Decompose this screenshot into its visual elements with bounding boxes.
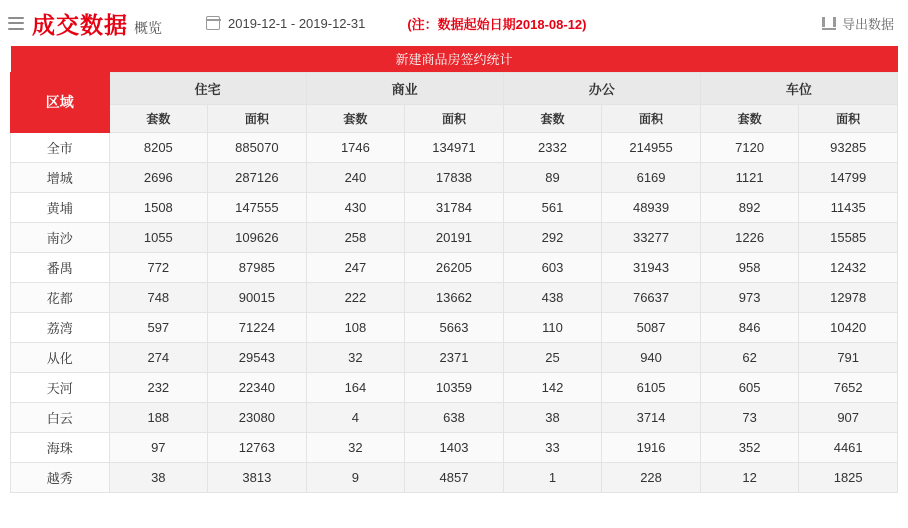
table-row xyxy=(11,432,898,462)
table-cell-value: 214955 xyxy=(602,132,701,162)
table-cell-value: 38 xyxy=(503,402,602,432)
table-cell-value: 38 xyxy=(109,462,208,492)
table-cell-region: 从化 xyxy=(11,342,110,372)
header-sub-units-residential: 套数 xyxy=(109,104,208,132)
header-sub-area-parking: 面积 xyxy=(799,104,898,132)
table-cell-value: 7652 xyxy=(799,372,898,402)
table-body xyxy=(11,132,898,492)
table-cell-value: 31784 xyxy=(405,192,504,222)
table-cell-value: 4857 xyxy=(405,462,504,492)
top-bar xyxy=(0,0,908,46)
table-cell-value: 29543 xyxy=(208,342,307,372)
header-sub-area-residential: 面积 xyxy=(208,104,307,132)
table-head xyxy=(11,46,898,132)
table-cell-value: 597 xyxy=(109,312,208,342)
table-banner: 新建商品房签约统计 xyxy=(11,46,898,72)
table-cell-value: 93285 xyxy=(799,132,898,162)
table-cell-value: 2371 xyxy=(405,342,504,372)
table-cell-value: 188 xyxy=(109,402,208,432)
table-cell-value: 4 xyxy=(306,402,405,432)
table-cell-value: 23080 xyxy=(208,402,307,432)
table-cell-value: 1055 xyxy=(109,222,208,252)
table-cell-value: 142 xyxy=(503,372,602,402)
header-category-commercial: 商业 xyxy=(306,72,503,104)
table-cell-value: 10359 xyxy=(405,372,504,402)
table-cell-value: 940 xyxy=(602,342,701,372)
table-cell-value: 11435 xyxy=(799,192,898,222)
table-cell-value: 352 xyxy=(700,432,799,462)
table-cell-value: 20191 xyxy=(405,222,504,252)
table-cell-value: 1508 xyxy=(109,192,208,222)
table-cell-value: 8205 xyxy=(109,132,208,162)
table-cell-value: 87985 xyxy=(208,252,307,282)
table-cell-region: 海珠 xyxy=(11,432,110,462)
table-cell-value: 2332 xyxy=(503,132,602,162)
table-cell-region: 南沙 xyxy=(11,222,110,252)
table-cell-region: 天河 xyxy=(11,372,110,402)
header-region: 区域 xyxy=(11,72,110,132)
table-cell-value: 89 xyxy=(503,162,602,192)
table-cell-value: 26205 xyxy=(405,252,504,282)
table-cell-value: 90015 xyxy=(208,282,307,312)
table-cell-value: 973 xyxy=(700,282,799,312)
table-cell-value: 958 xyxy=(700,252,799,282)
table-cell-value: 247 xyxy=(306,252,405,282)
table-cell-value: 292 xyxy=(503,222,602,252)
table-cell-value: 15585 xyxy=(799,222,898,252)
table-cell-value: 33 xyxy=(503,432,602,462)
table-cell-region: 白云 xyxy=(11,402,110,432)
table-cell-region: 荔湾 xyxy=(11,312,110,342)
table-cell-value: 62 xyxy=(700,342,799,372)
table-cell-value: 12432 xyxy=(799,252,898,282)
table-cell-value: 258 xyxy=(306,222,405,252)
table-cell-value: 73 xyxy=(700,402,799,432)
table-cell-value: 232 xyxy=(109,372,208,402)
table-row xyxy=(11,372,898,402)
table-row xyxy=(11,312,898,342)
table-cell-region: 增城 xyxy=(11,162,110,192)
table-cell-value: 772 xyxy=(109,252,208,282)
table-cell-value: 109626 xyxy=(208,222,307,252)
header-sub-units-parking: 套数 xyxy=(700,104,799,132)
table-cell-value: 97 xyxy=(109,432,208,462)
table-cell-region: 花都 xyxy=(11,282,110,312)
table-cell-value: 1121 xyxy=(700,162,799,192)
table-cell-value: 885070 xyxy=(208,132,307,162)
date-range-label: 2019-12-1 - 2019-12-31 xyxy=(228,15,366,31)
table-cell-value: 791 xyxy=(799,342,898,372)
header-sub-units-office: 套数 xyxy=(503,104,602,132)
table-cell-value: 110 xyxy=(503,312,602,342)
header-category-office: 办公 xyxy=(503,72,700,104)
table-row xyxy=(11,282,898,312)
page-title-main: 成交数据 xyxy=(32,11,128,38)
table-cell-region: 番禺 xyxy=(11,252,110,282)
table-row xyxy=(11,222,898,252)
table-cell-value: 1916 xyxy=(602,432,701,462)
table-container xyxy=(0,46,908,493)
table-row xyxy=(11,342,898,372)
table-cell-value: 2696 xyxy=(109,162,208,192)
table-cell-value: 222 xyxy=(306,282,405,312)
table-cell-value: 1403 xyxy=(405,432,504,462)
table-cell-value: 846 xyxy=(700,312,799,342)
calendar-icon xyxy=(206,16,220,30)
table-cell-value: 14799 xyxy=(799,162,898,192)
table-cell-value: 7120 xyxy=(700,132,799,162)
table-cell-value: 12 xyxy=(700,462,799,492)
date-range-picker[interactable] xyxy=(206,16,365,31)
table-row xyxy=(11,252,898,282)
table-cell-value: 638 xyxy=(405,402,504,432)
table-cell-region: 越秀 xyxy=(11,462,110,492)
table-cell-value: 605 xyxy=(700,372,799,402)
table-cell-value: 603 xyxy=(503,252,602,282)
table-cell-value: 748 xyxy=(109,282,208,312)
table-cell-value: 1746 xyxy=(306,132,405,162)
hamburger-icon[interactable] xyxy=(8,17,24,30)
table-cell-value: 1825 xyxy=(799,462,898,492)
table-cell-value: 5663 xyxy=(405,312,504,342)
header-category-parking: 车位 xyxy=(700,72,897,104)
export-icon xyxy=(822,17,836,30)
table-cell-value: 17838 xyxy=(405,162,504,192)
page-title xyxy=(32,7,162,40)
table-cell-value: 147555 xyxy=(208,192,307,222)
table-cell-value: 430 xyxy=(306,192,405,222)
table-cell-value: 10420 xyxy=(799,312,898,342)
table-cell-value: 438 xyxy=(503,282,602,312)
table-cell-value: 1226 xyxy=(700,222,799,252)
header-sub-units-commercial: 套数 xyxy=(306,104,405,132)
sales-data-table xyxy=(10,46,898,493)
table-cell-value: 22340 xyxy=(208,372,307,402)
table-cell-value: 6169 xyxy=(602,162,701,192)
table-cell-value: 108 xyxy=(306,312,405,342)
table-cell-value: 274 xyxy=(109,342,208,372)
table-banner-row xyxy=(11,46,898,72)
header-category-residential: 住宅 xyxy=(109,72,306,104)
data-start-note: (注：数据起始日期2018-08-12) xyxy=(407,16,587,32)
table-cell-value: 33277 xyxy=(602,222,701,252)
table-row xyxy=(11,462,898,492)
table-cell-value: 240 xyxy=(306,162,405,192)
table-cell-value: 3813 xyxy=(208,462,307,492)
table-row xyxy=(11,402,898,432)
table-cell-value: 6105 xyxy=(602,372,701,402)
table-cell-value: 48939 xyxy=(602,192,701,222)
table-cell-value: 3714 xyxy=(602,402,701,432)
table-header-row-categories xyxy=(11,72,898,104)
table-cell-value: 287126 xyxy=(208,162,307,192)
table-cell-value: 134971 xyxy=(405,132,504,162)
table-cell-value: 13662 xyxy=(405,282,504,312)
table-cell-value: 12978 xyxy=(799,282,898,312)
table-cell-value: 892 xyxy=(700,192,799,222)
header-sub-area-office: 面积 xyxy=(602,104,701,132)
table-cell-value: 164 xyxy=(306,372,405,402)
table-cell-value: 12763 xyxy=(208,432,307,462)
table-row xyxy=(11,132,898,162)
table-cell-value: 9 xyxy=(306,462,405,492)
table-cell-value: 25 xyxy=(503,342,602,372)
table-cell-value: 907 xyxy=(799,402,898,432)
table-cell-value: 31943 xyxy=(602,252,701,282)
table-cell-region: 黄埔 xyxy=(11,192,110,222)
export-button[interactable] xyxy=(822,14,894,33)
table-cell-value: 5087 xyxy=(602,312,701,342)
table-cell-value: 1 xyxy=(503,462,602,492)
table-cell-value: 32 xyxy=(306,432,405,462)
table-cell-value: 228 xyxy=(602,462,701,492)
export-label: 导出数据 xyxy=(841,16,894,32)
table-cell-value: 32 xyxy=(306,342,405,372)
table-row xyxy=(11,192,898,222)
table-cell-value: 4461 xyxy=(799,432,898,462)
table-header-row-sub xyxy=(11,104,898,132)
table-cell-value: 71224 xyxy=(208,312,307,342)
page-title-sub: 概览 xyxy=(134,19,162,36)
table-cell-value: 561 xyxy=(503,192,602,222)
table-cell-value: 76637 xyxy=(602,282,701,312)
table-cell-region: 全市 xyxy=(11,132,110,162)
header-sub-area-commercial: 面积 xyxy=(405,104,504,132)
table-row xyxy=(11,162,898,192)
